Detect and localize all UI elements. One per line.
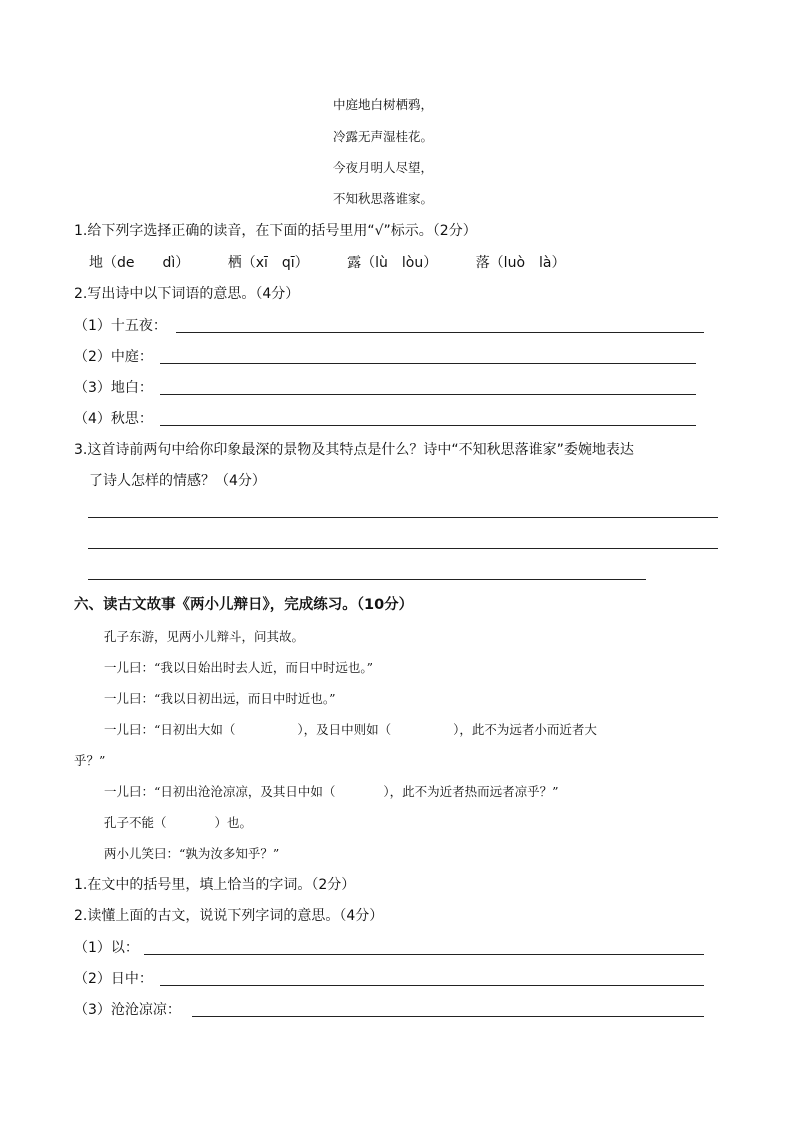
q2-item-4: （4）秋思： — [74, 411, 153, 427]
section-6-question-2: 2.读懂上面的古文，说说下列字词的意思。（4分） — [74, 908, 384, 924]
story-line-4 — [104, 720, 597, 740]
section-6-question-1: 1.在文中的括号里，填上恰当的字词。（2分） — [74, 877, 356, 893]
story-line-2: 一儿曰：“我以日始出时去人近，而日中时远也。” — [104, 660, 374, 675]
answer-line[interactable] — [88, 517, 718, 518]
story-line-6 — [104, 813, 252, 833]
answer-line[interactable] — [160, 985, 704, 986]
answer-line[interactable] — [88, 548, 718, 549]
answer-line[interactable] — [160, 425, 696, 426]
poem-line-2: 冷露无声湿桂花。 — [333, 129, 434, 144]
question-3-line-1: 3.这首诗前两句中给你印象最深的景物及其特点是什么？诗中“不知秋思落谁家”委婉地表达 — [74, 442, 634, 458]
s6-q2-item-1: （1）以： — [74, 940, 139, 956]
poem-line-4: 不知秋思落谁家。 — [333, 191, 434, 206]
q2-item-1: （1）十五夜： — [74, 318, 167, 334]
answer-line[interactable] — [144, 954, 704, 955]
story-line-6-part-a: 孔子不能（ — [104, 815, 167, 830]
q2-item-3: （3）地白： — [74, 380, 153, 396]
story-line-4-part-a: 一儿曰：“日初出大如（ — [104, 722, 236, 737]
q2-item-2: （2）中庭： — [74, 349, 153, 365]
question-3-line-2: 了诗人怎样的情感？（4分） — [89, 473, 266, 489]
story-line-7: 两小儿笑曰：“孰为汝多知乎？” — [104, 846, 280, 861]
pinyin-item-lu: 露（lù lòu） — [347, 255, 438, 271]
pinyin-item-qi: 栖（xī qī） — [227, 255, 309, 271]
story-line-4-part-c: ），此不为远者小而近者大 — [453, 722, 597, 737]
s6-q2-item-3: （3）沧沧凉凉： — [74, 1002, 181, 1018]
story-line-5-part-a: 一儿曰：“日初出沧沧凉凉，及其日中如（ — [104, 784, 336, 799]
answer-line[interactable] — [160, 394, 696, 395]
story-line-4-part-b: ），及日中则如（ — [297, 722, 392, 737]
story-line-6-part-b: ）也。 — [214, 815, 253, 830]
story-line-1: 孔子东游，见两小儿辩斗，问其故。 — [104, 629, 305, 644]
question-2: 2.写出诗中以下词语的意思。（4分） — [74, 286, 300, 302]
answer-line[interactable] — [160, 363, 696, 364]
story-line-5 — [104, 782, 559, 802]
answer-line[interactable] — [192, 1016, 704, 1017]
answer-line[interactable] — [176, 332, 704, 333]
s6-q2-item-2: （2）日中： — [74, 971, 153, 987]
question-1: 1.给下列字选择正确的读音，在下面的括号里用“√”标示。（2分） — [74, 223, 477, 239]
section-6-title: 六、读古文故事《两小儿辩日》，完成练习。（10分） — [74, 597, 414, 613]
poem-line-1: 中庭地白树栖鸦， — [333, 97, 434, 112]
story-line-5-part-b: ），此不为近者热而远者凉乎？” — [383, 784, 559, 799]
pinyin-item-di: 地（de dì） — [89, 255, 190, 271]
pinyin-row — [89, 253, 581, 273]
story-line-4-end: 乎？” — [74, 753, 106, 768]
answer-line[interactable] — [88, 579, 646, 580]
story-line-3: 一儿曰：“我以日初出远，而日中时近也。” — [104, 691, 336, 706]
poem-line-3: 今夜月明人尽望， — [333, 160, 434, 175]
pinyin-item-luo: 落（luò là） — [475, 255, 566, 271]
